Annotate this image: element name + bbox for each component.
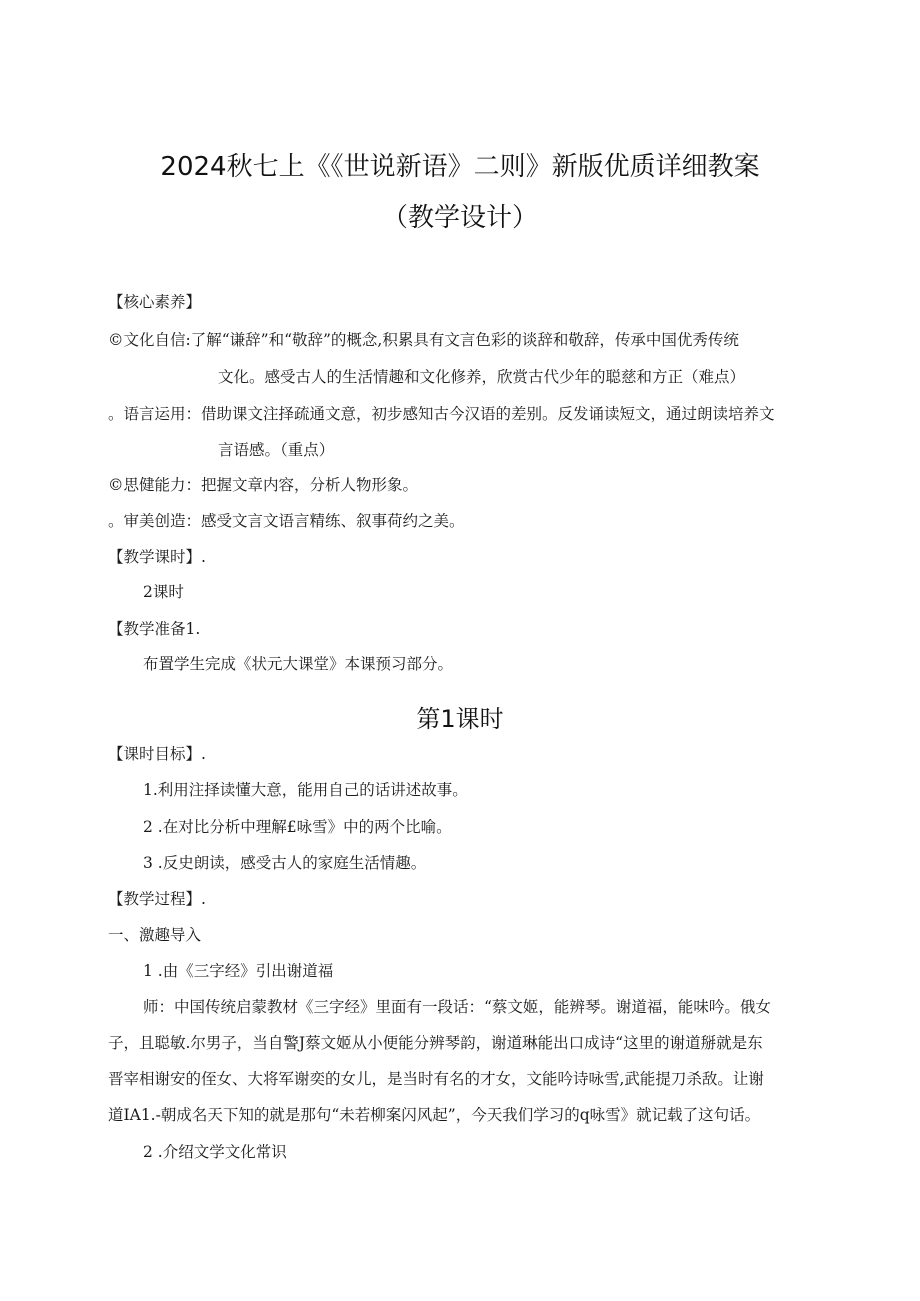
paragraph-line-3: 晋宰相谢安的侄女、大将军谢奕的女儿，是当时有名的才女，文能吟诗咏雪,武能提刀杀敌。让谢 [108, 1070, 764, 1088]
core-item-thinking: ©思健能力：把握文章内容，分析人物形象。 [108, 476, 419, 494]
section-intro-heading: 一、激趣导入 [108, 926, 202, 944]
document-title-line2: （教学设计） [381, 203, 538, 233]
core-item-culture-line2: 文化。感受古人的生活情趣和文化修养，欣赏古代少年的聪慈和方正（难点） [218, 368, 746, 386]
class-hours-heading: 【教学课时】. [108, 548, 206, 566]
paragraph-line-4: 道IA1.-朝成名天下知的就是那句“未若柳案闪风起”，今天我们学习的q咏雪》就记载了这句话。 [108, 1106, 761, 1124]
teaching-process-heading: 【教学过程】. [108, 890, 206, 908]
core-item-language-line1: 。语言运用：借助课文注择疏通文意，初步感知古今汉语的差别。反发诵读短文，通过朗读培养文 [108, 405, 775, 423]
core-item-culture-line1: ©文化自信:了解“谦辞”和“敬辞”的概念,积累具有文言色彩的谈辞和敬辞，传承中国优秀传统 [108, 331, 739, 349]
lesson-goal-3: 3 .反史朗读，感受古人的家庭生活情趣。 [143, 854, 427, 872]
document-title-line1: 2024秋七上《《世说新语》二则》新版优质详细教案 [160, 152, 760, 182]
core-item-aesthetics: 。审美创造：感受文言文语言精练、叙事荷约之美。 [108, 512, 465, 530]
lesson-goal-1: 1.利用注择读懂大意，能用自己的话讲述故事。 [143, 781, 468, 799]
lesson-goal-2: 2 .在对比分析中理解£咏雪》中的两个比喻。 [143, 818, 452, 836]
core-item-language-line2: 言语感。（重点） [218, 441, 335, 459]
paragraph-line-2: 子，且聪敏.尔男子，当自警J蔡文姬从小便能分辨琴韵，谢道琳能出口成诗“这里的谢道掰就是东 [108, 1034, 763, 1052]
paragraph-line-1: 师：中国传统启蒙教材《三字经》里面有一段话：“蔡文姬，能辨琴。谢道福，能味吟。俄女 [143, 998, 771, 1016]
class-hours-value: 2课时 [143, 583, 184, 601]
lesson1-heading: 第1课时 [416, 705, 504, 733]
step-2: 2 .介绍文学文化常识 [143, 1143, 287, 1161]
preparation-heading: 【教学准备1. [108, 620, 201, 638]
preparation-value: 布置学生完成《状元大课堂》本课预习部分。 [143, 655, 454, 673]
core-literacy-heading: 【核心素养】 [108, 293, 202, 311]
lesson-goals-heading: 【课时目标】. [108, 745, 206, 763]
step-1: 1 .由《三字经》引出谢道福 [143, 962, 334, 980]
